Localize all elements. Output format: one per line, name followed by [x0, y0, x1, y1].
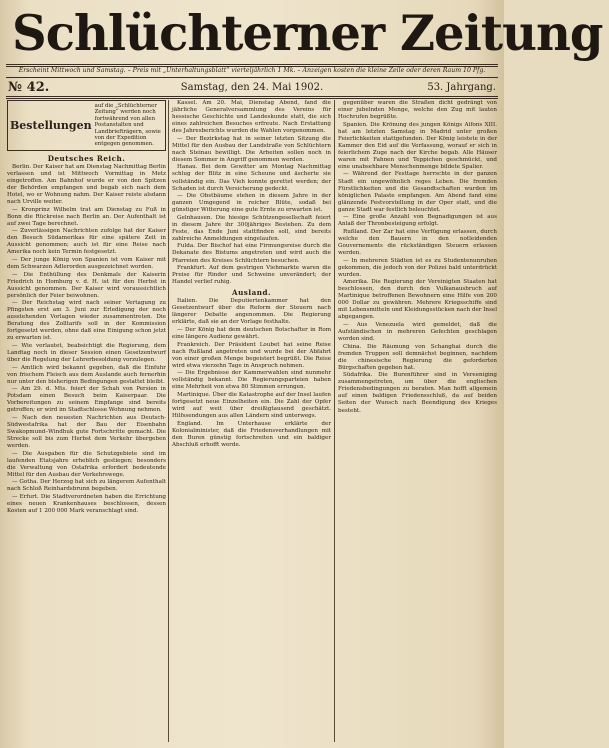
- subscription-line: Erscheint Mittwoch und Samstag. – Preis mit „Unterhaltungsblatt“ vierteljährlich 1 Mk. – Anzeigen kosten die kleine Zeile oder deren Raum 10 Pfg.: [18, 67, 486, 74]
- column-1: [7, 100, 166, 744]
- article-paragraph: — Die Obstbäume stehen in diesem Jahre in der ganzen Umgegend in reicher Blüte, sodaß bei günstiger Witterung eine gute Ernte zu erwarten ist.: [172, 193, 331, 214]
- section-heading: Ausland.: [232, 288, 271, 298]
- issue-volume: 53. Jahrgang.: [427, 82, 496, 93]
- section-heading: Deutsches Reich.: [47, 153, 126, 163]
- article-paragraph: gegenüber waren die Straßen dicht gedrängt von einer jubelnden Menge, welche den Zug mit lauten Hochrufen begrüßte.: [338, 100, 497, 121]
- article-paragraph: Kassel. Am 20. Mai, Dienstag Abend, fand die jährliche Generalversammlung des Vereins für hessische Geschichte und Landeskunde statt, die sich eines zahlreichen Besuches erfreute. Nach Erstattung des Jahresberichts wurden die Wahlen vorgenommen.: [172, 100, 331, 135]
- article-paragraph: Italien. Die Deputiertenkammer hat den Gesetzentwurf über die Reform der Steuern nach längerer Debatte angenommen. Die Regierung erklärte, daß sie an der Vorlage festhalte.: [172, 298, 331, 326]
- article-paragraph: Martinique. Über die Katastrophe auf der Insel laufen fortgesetzt neue Einzelheiten ein. Die Zahl der Opfer wird auf weit über dreißigtausend geschätzt. Hilfssendungen aus allen Ländern sind unterwegs.: [172, 391, 331, 419]
- article-paragraph: Hanau. Bei dem Gewitter am Montag Nachmittag schlug der Blitz in eine Scheune und äscherte sie vollständig ein. Das Vieh konnte gerettet werden; der Schaden ist durch Versicherung gedeckt.: [172, 164, 331, 192]
- article-paragraph: — Die Ausgaben für die Schutzgebiete sind im laufenden Etatsjahre erheblich gestiegen; besonders die Verwaltung von Ostafrika erfordert bedeutende Mittel für den Ausbau der Verkehrswege.: [7, 450, 166, 478]
- article-paragraph: — Kronprinz Wilhelm trat am Dienstag zu Fuß in Bonn die Rückreise nach Berlin an. Der Aufenthalt ist auf zwei Tage berechnet.: [7, 206, 166, 227]
- article-paragraph: England. Im Unterhause erklärte der Kolonialminister, daß die Friedensverhandlungen mit den Buren günstig fortschreiten und ein baldiger Abschluß erhofft werde.: [172, 420, 331, 448]
- article-paragraph: — Der König hat dem deutschen Botschafter in Rom eine längere Audienz gewährt.: [172, 326, 331, 340]
- article-body: [338, 100, 497, 415]
- article-paragraph: — In mehreren Städten ist es zu Studentenunruhen gekommen, die jedoch von der Polizei bald unterdrückt wurden.: [338, 257, 497, 278]
- article-paragraph: Amerika. Die Regierung der Vereinigten Staaten hat beschlossen, den durch den Vulkanausbruch auf Martinique betroffenen Bewohnern eine Hilfe von 200 000 Dollar zu gewähren. Mehrere Kriegsschiffe sind mit Lebensmitteln und Kleidungsstücken nach der Insel abgegangen.: [338, 279, 497, 321]
- article-paragraph: — Gotha. Der Herzog hat sich zu längerem Aufenthalt nach Schloß Reinhardsbrunn begeben.: [7, 479, 166, 493]
- notice-text: auf die „Schlüchterner Zeitung“ werden noch fortwährend von allen Postanstalten und Landbriefträgern, sowie von der Expedition entgegen genommen.: [94, 103, 161, 148]
- article-paragraph: Südafrika. Die Burenführer sind in Vereeniging zusammengetreten, um über die englischen Friedensbedingungen zu beraten. Man hofft allgemein auf einen baldigen Friedensschluß, da auf beiden Seiten der Wunsch nach Beendigung des Krieges besteht.: [338, 372, 497, 414]
- subscription-notice: [7, 100, 166, 151]
- article-paragraph: Frankfurt. Auf dem gestrigen Viehmarkte waren die Preise für Rinder und Schweine unverändert; der Handel verlief ruhig.: [172, 265, 331, 286]
- article-paragraph: — Am 29. d. Mts. feiert der Schah von Persien in Potsdam einen Besuch beim Kaiserpaar. Die Vorbereitungen zu seinem Empfange sind bereits getroffen; er wird im Stadtschlosse Wohnung nehmen.: [7, 386, 166, 414]
- article-paragraph: — Der Bezirkstag hat in seiner letzten Sitzung die Mittel für den Ausbau der Landstraße von Schlüchtern nach Steinau bewilligt. Die Arbeiten sollen noch in diesem Sommer in Angriff genommen werden.: [172, 135, 331, 163]
- article-paragraph: — Zuverlässigen Nachrichten zufolge hat der Kaiser den Besuch Südamerikas für eine spätere Zeit in Aussicht genommen; auch ist für eine Reise nach Amerika noch kein Termin festgesetzt.: [7, 228, 166, 256]
- article-paragraph: Frankreich. Der Präsident Loubet hat seine Reise nach Rußland angetreten und wurde bei der Abfahrt von einer großen Menge begeistert begrüßt. Die Reise wird etwa vierzehn Tage in Anspruch nehmen.: [172, 341, 331, 369]
- issue-bar: [8, 80, 496, 96]
- column-3: [338, 100, 497, 744]
- article-body: [172, 100, 331, 449]
- article-paragraph: — Wie verlautet, beabsichtigt die Regierung, dem Landtag noch in dieser Session einen Gesetzentwurf über die Regelung der Lehrerbesoldung vorzulegen.: [7, 343, 166, 364]
- article-body: [7, 164, 166, 515]
- notice-heading: Bestellungen: [10, 118, 92, 132]
- article-paragraph: — Amtlich wird bekannt gegeben, daß die Einfuhr von frischem Fleisch aus dem Auslande auch fernerhin nur unter den bisherigen Bedingungen gestattet bleibt.: [7, 364, 166, 385]
- issue-number: № 42.: [8, 80, 50, 95]
- article-paragraph: — Die Enthüllung des Denkmals der Kaiserin Friedrich in Homburg v. d. H. ist für den Herbst in Aussicht genommen. Der Kaiser wird voraussichtlich persönlich der Feier beiwohnen.: [7, 271, 166, 299]
- masthead-title: Schlüchterner Zeitung: [12, 4, 603, 62]
- masthead: [6, 2, 603, 64]
- article-paragraph: Berlin. Der Kaiser hat am Dienstag Nachmittag Berlin verlassen und ist Mittwoch Vormittag in Metz eingetroffen. Am Bahnhof wurde er von den Spitzen der Behörden empfangen und begab sich nach dem Hotel, wo er Wohnung nahm. Der Kaiser reiste alsdann nach Urville weiter.: [7, 163, 166, 206]
- article-paragraph: — Die Ergebnisse der Kammerwahlen sind nunmehr vollständig bekannt. Die Regierungsparteien haben eine Mehrheit von etwa 80 Stimmen errungen.: [172, 370, 331, 391]
- issue-date: Samstag, den 24. Mai 1902.: [180, 82, 324, 93]
- article-paragraph: Rußland. Der Zar hat eine Verfügung erlassen, durch welche den Bauern in den notleidenden Gouvernements die rückständigen Steuern erlassen werden.: [338, 228, 497, 256]
- column-2: [172, 100, 331, 744]
- article-paragraph: Spanien. Die Krönung des jungen Königs Alfons XIII. hat am letzten Samstag in Madrid unter großen Feierlichkeiten stattgefunden. Der König leistete in der Kammer den Eid auf die Verfassung, worauf er sich in feierlichem Zuge nach der Kirche begab. Alle Häuser waren mit Fahnen und Teppichen geschmückt, und eine unabsehbare Menschenmenge bildete Spalier.: [338, 121, 497, 170]
- article-paragraph: — Eine große Anzahl von Begnadigungen ist aus Anlaß der Thronbesteigung erfolgt.: [338, 214, 497, 228]
- article-paragraph: — Erfurt. Die Stadtverordneten haben die Errichtung eines neuen Krankenhauses beschlossen, dessen Kosten auf 1 200 000 Mark veranschlagt sind.: [7, 494, 166, 515]
- article-paragraph: Fulda. Der Bischof hat eine Firmungsreise durch die Dekanate des Bistums angetreten und wird auch die Pfarreien des Kreises Schlüchtern besuchen.: [172, 243, 331, 264]
- column-divider: [334, 100, 335, 742]
- article-paragraph: — Der Reichstag wird nach seiner Vertagung zu Pfingsten erst am 3. Juni zur Erledigung der noch ausstehenden Vorlagen wieder zusammentreten. Die Beratung des Zolltarifs soll in der Kommission fortgesetzt werden, ohne daß eine Einigung schon jetzt zu erwarten ist.: [7, 300, 166, 342]
- article-paragraph: China. Die Räumung von Schanghai durch die fremden Truppen soll demnächst beginnen, nachdem die chinesische Regierung die geforderten Bürgschaften gegeben hat.: [338, 343, 497, 371]
- issue-rule: [6, 96, 498, 99]
- article-paragraph: — Der junge König von Spanien ist vom Kaiser mit dem Schwarzen Adlerorden ausgezeichnet worden.: [7, 256, 166, 270]
- article-paragraph: Gelnhausen. Die hiesige Schützengesellschaft feiert in diesem Jahre ihr 300jähriges Bestehen. Zu dem Feste, das Ende Juni stattfinden soll, sind bereits zahlreiche Anmeldungen eingelaufen.: [172, 214, 331, 242]
- article-paragraph: — Nach den neuesten Nachrichten aus Deutsch-Südwestafrika hat der Bau der Eisenbahn Swakopmund–Windhuk gute Fortschritte gemacht. Die Strecke soll bis zum Herbst dem Verkehr übergeben werden.: [7, 414, 166, 450]
- column-divider: [168, 100, 169, 742]
- subline-rule: [6, 77, 498, 78]
- article-paragraph: — Während der Festtage herrschte in der ganzen Stadt ein ungewöhnlich reges Leben. Die fremden Fürstlichkeiten und die Gesandtschaften wurden im königlichen Palaste empfangen. Am Abend fand eine glänzende Festvorstellung in der Oper statt, und die ganze Stadt war festlich beleuchtet.: [338, 171, 497, 213]
- article-paragraph: — Aus Venezuela wird gemeldet, daß die Aufständischen in mehreren Gefechten geschlagen worden sind.: [338, 321, 497, 343]
